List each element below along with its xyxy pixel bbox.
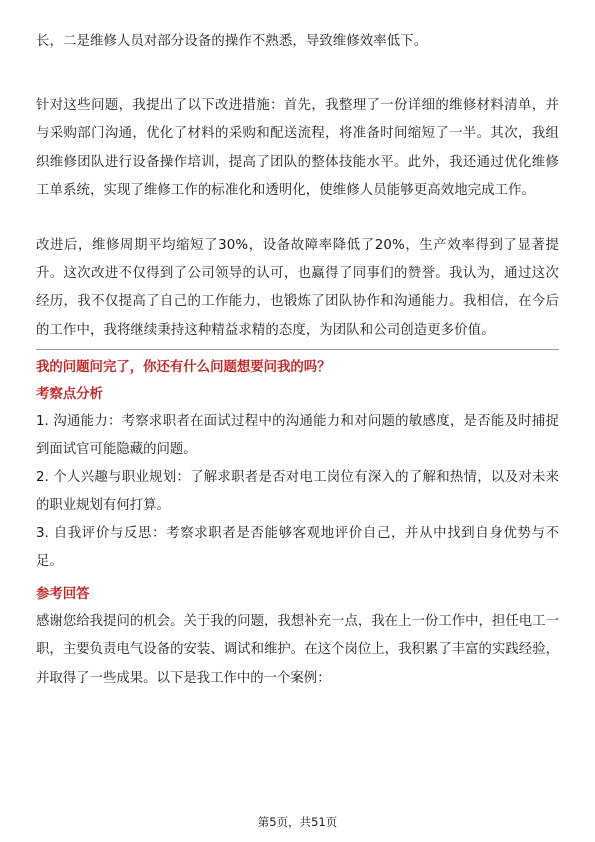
paragraph-improvements: 针对这些问题，我提出了以下改进措施：首先，我整理了一份详细的维修材料清单，并与采购部门沟通，优化了材料的采购和配送流程，将准备时间缩短了一半。其次，我组织维修团队进行设备操作培训，提高了团队的整体技能水平。此外，我还通过优化维修工单系统，实现了维修工作的标准化和透明化，使维修人员能够更高效地完成工作。 [36, 98, 559, 198]
analysis-heading: 考察点分析 [36, 386, 103, 402]
analysis-item: 2. 个人兴趣与职业规划：了解求职者是否对电工岗位有深入的了解和热情，以及对未来的职业规划有何打算。 [36, 469, 559, 513]
page-number: 第5页，共51页 [257, 815, 338, 829]
section-divider [36, 349, 559, 350]
reference-heading: 参考回答 [36, 586, 90, 602]
reference-answer: 感谢您给我提问的机会。关于我的问题，我想补充一点，我在上一份工作中，担任电工一职，主要负责电气设备的安装、调试和维护。在这个岗位上，我积累了丰富的实践经验，并取得了一些成果。以下是我工作中的一个案例： [36, 613, 559, 686]
paragraph-results: 改进后，维修周期平均缩短了30%，设备故障率降低了20%，生产效率得到了显著提升。这次改进不仅得到了公司领导的认可，也赢得了同事们的赞誉。我认为，通过这次经历，我不仅提高了自己的工作能力，也锻炼了团队协作和沟通能力。我相信，在今后的工作中，我将继续秉持这种精益求精的态度，为团队和公司创造更多价值。 [36, 238, 559, 338]
paragraph-continuation: 长，二是维修人员对部分设备的操作不熟悉，导致维修效率低下。 [36, 34, 428, 49]
analysis-item: 3. 自我评价与反思：考察求职者是否能够客观地评价自己，并从中找到自身优势与不足。 [36, 525, 559, 569]
document-page [36, 28, 559, 693]
analysis-item: 1. 沟通能力：考察求职者在面试过程中的沟通能力和对问题的敏感度，是否能及时捕捉到面试官可能隐藏的问题。 [36, 413, 559, 457]
interview-question: 我的问题问完了，你还有什么问题想要问我的吗？ [36, 359, 331, 375]
